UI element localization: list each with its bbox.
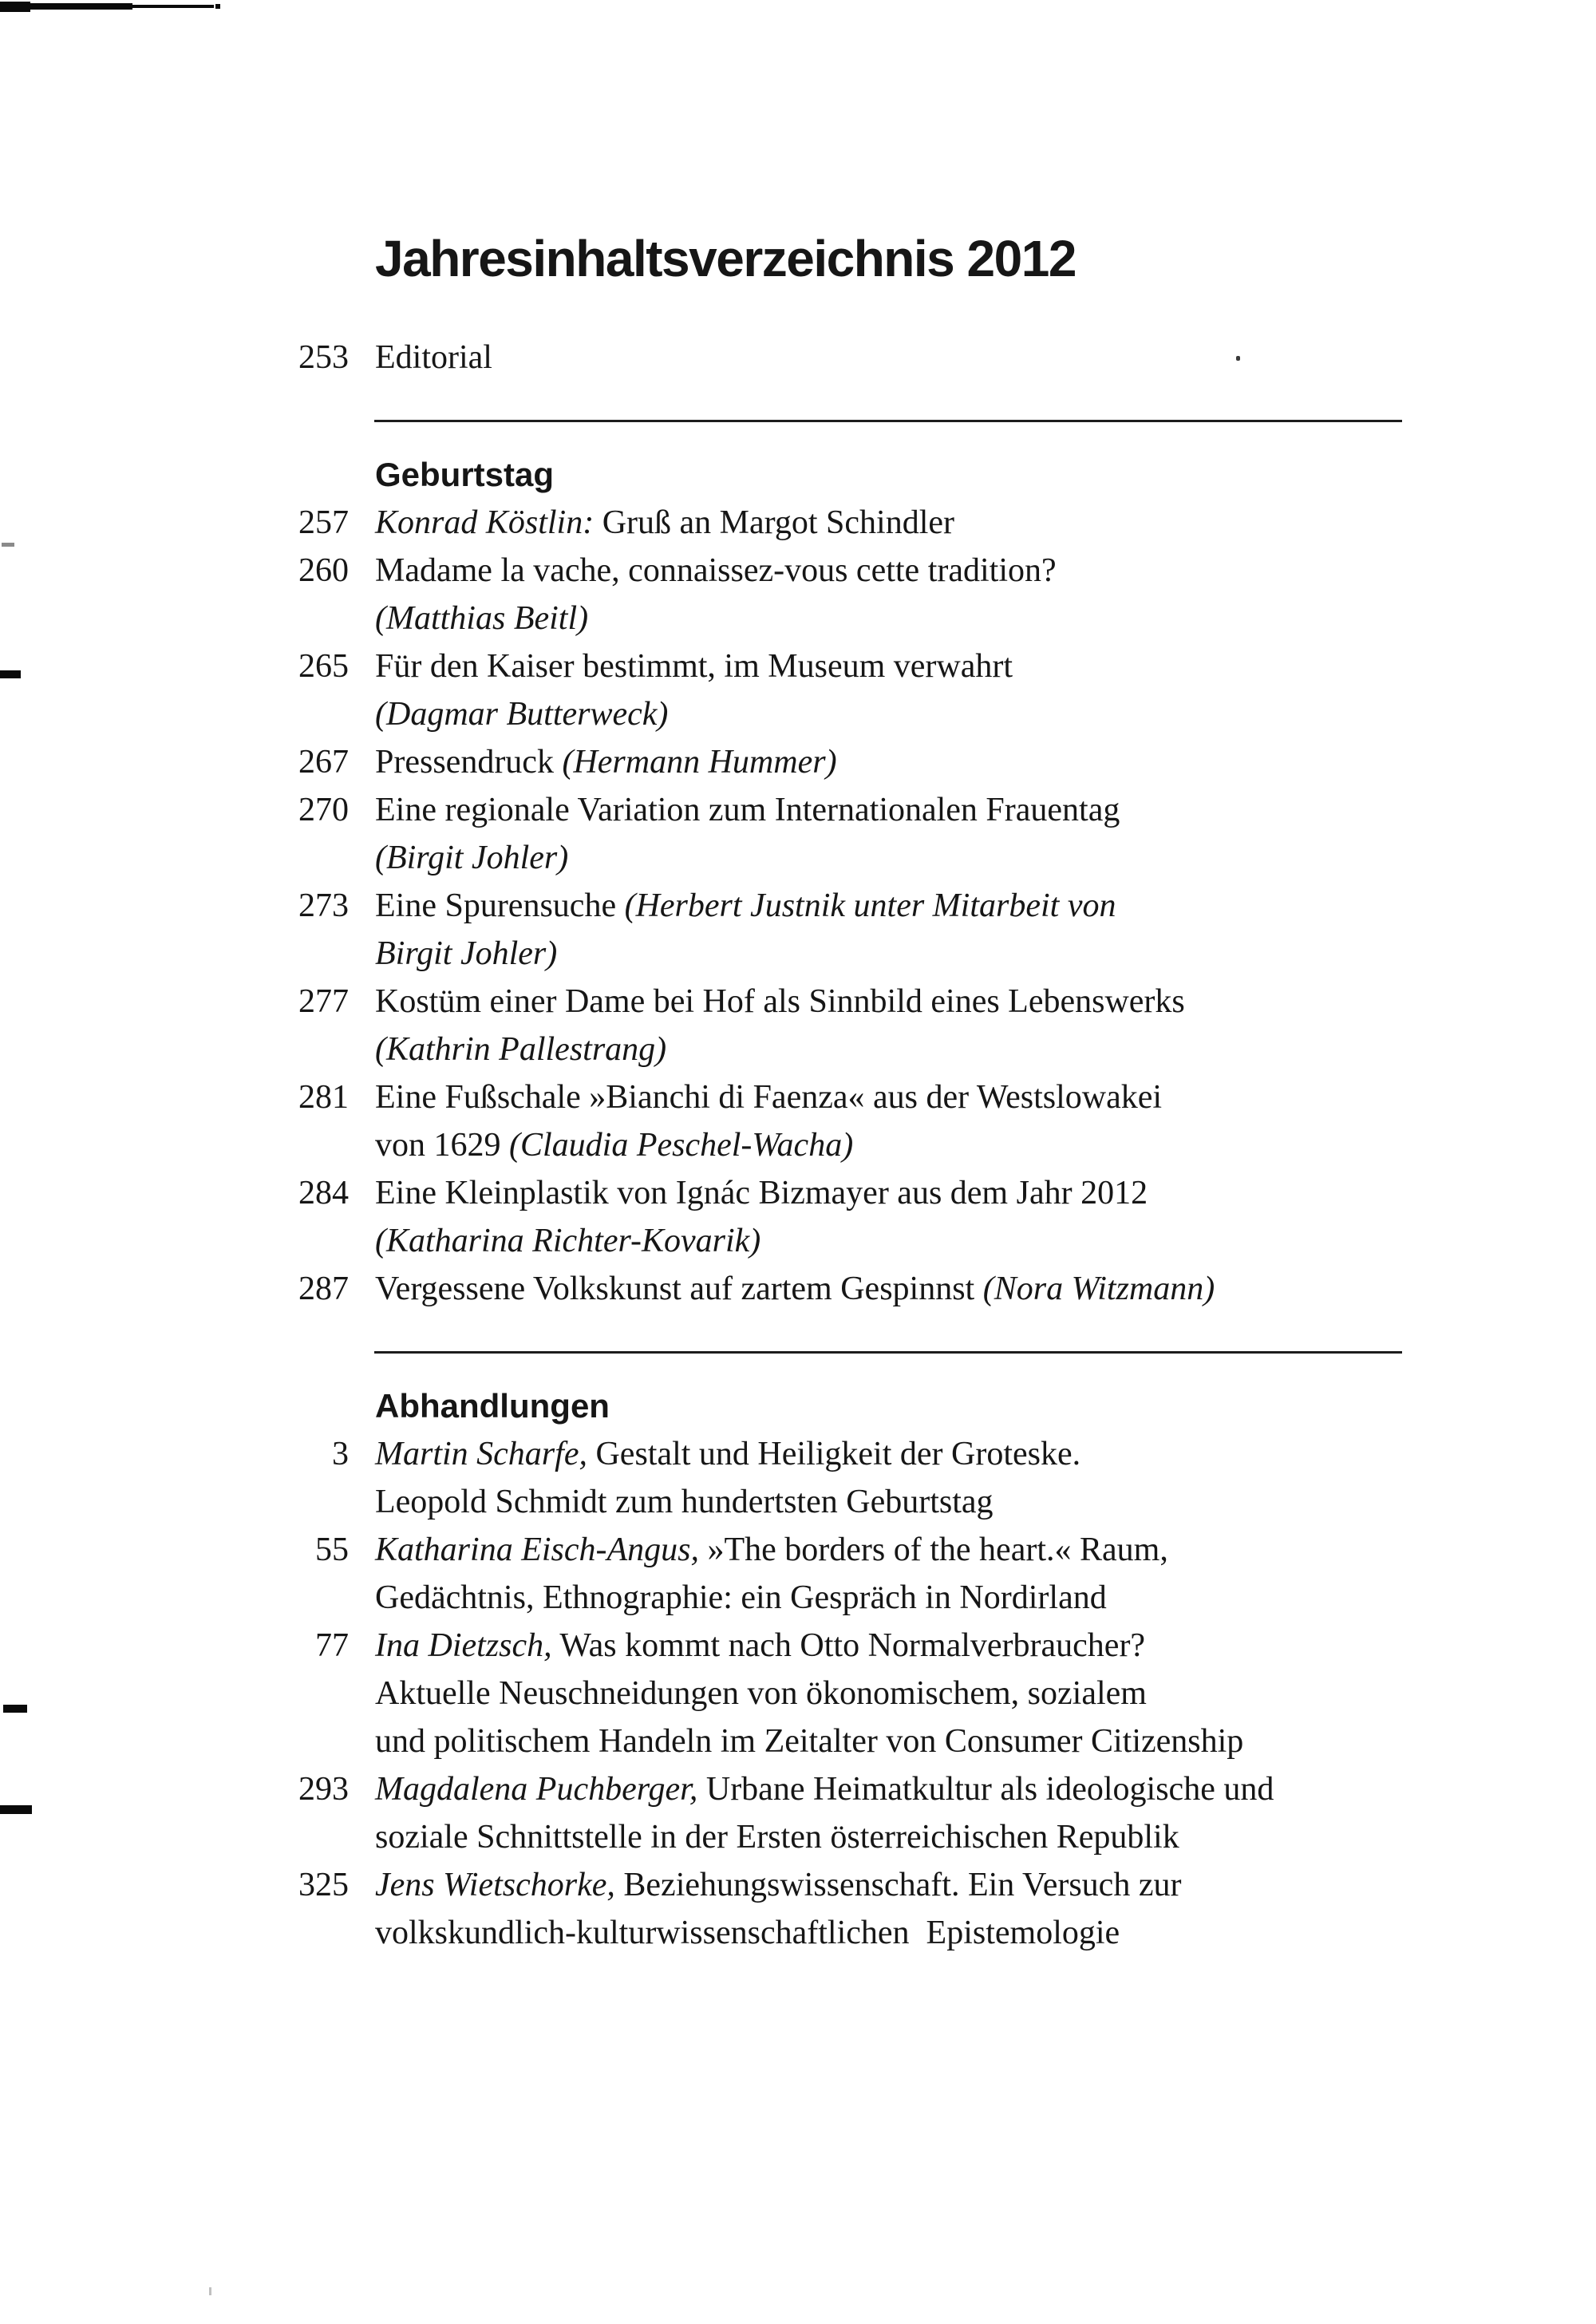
toc-entry <box>237 547 1596 642</box>
page-title: Jahresinhaltsverzeichnis 2012 <box>375 230 1076 287</box>
section-heading: Geburtstag <box>375 456 555 493</box>
scan-artifact-top-bar-thin <box>131 5 214 8</box>
entry-text-italic: Ina Dietzsch, <box>375 1627 552 1664</box>
entry-text: Urbane Heimatkultur als ideologische und <box>697 1771 1274 1808</box>
entry-line <box>375 1717 1243 1765</box>
entry-text: Pressendruck <box>375 744 563 781</box>
entry-text: Leopold Schmidt zum hundertsten Geburtstag <box>375 1484 994 1520</box>
scan-artifact-left-dash-2 <box>0 670 21 678</box>
entry-page-number: 277 <box>298 983 349 1020</box>
toc-entry <box>237 499 1596 547</box>
entry-page-number: 260 <box>298 552 349 589</box>
scan-artifact-left-dash-1 <box>2 543 14 547</box>
entry-line <box>375 547 1057 595</box>
entry-text: Eine Spurensuche <box>375 887 625 924</box>
entry-line <box>375 882 1116 930</box>
entry-lines <box>375 786 1120 882</box>
entry-text-italic: Martin Scharfe, <box>375 1436 587 1472</box>
entry-line <box>375 834 1120 882</box>
entry-line <box>375 1121 1162 1169</box>
entry-lines <box>375 1622 1243 1765</box>
entry-page-number: 281 <box>298 1079 349 1116</box>
toc-entry <box>237 738 1596 786</box>
entry-line <box>375 499 954 547</box>
entry-page-number: 77 <box>315 1627 349 1664</box>
entry-text-italic: Jens Wietschorke, <box>375 1867 615 1903</box>
entry-text-italic: Konrad Köstlin: <box>375 504 595 541</box>
scan-artifact-speck-title <box>1236 356 1240 361</box>
entry-lines <box>375 1073 1162 1169</box>
scan-artifact-left-dash-3 <box>3 1705 27 1713</box>
toc-entry <box>237 1430 1596 1526</box>
toc-entry <box>237 1765 1596 1861</box>
entry-line <box>375 738 837 786</box>
entry-line <box>375 1670 1243 1717</box>
entry-line <box>375 1909 1181 1957</box>
entry-text-italic: (Matthias Beitl) <box>375 600 589 637</box>
toc <box>0 334 1596 1957</box>
entry-lines <box>375 1265 1215 1313</box>
entry-lines <box>375 642 1013 738</box>
toc-entry <box>237 786 1596 882</box>
entry-line <box>375 1813 1274 1861</box>
entry-text: Kostüm einer Dame bei Hof als Sinnbild eines Lebenswerks <box>375 983 1185 1020</box>
section-heading: Abhandlungen <box>375 1387 610 1425</box>
entry-text: volkskundlich-kulturwissenschaftlichen Epistemologie <box>375 1915 1120 1951</box>
toc-entry <box>237 1265 1596 1313</box>
scan-artifact-top-dot <box>215 4 220 9</box>
entry-text: Beziehungswissenschaft. Ein Versuch zur <box>614 1867 1182 1903</box>
entry-page-number: 270 <box>298 792 349 828</box>
entry-line <box>375 1169 1148 1217</box>
scan-artifact-left-dash-4 <box>0 1805 32 1814</box>
toc-entry <box>237 1073 1596 1169</box>
entry-text: Gruß an Margot Schindler <box>594 504 955 541</box>
entry-page-number: 325 <box>298 1867 349 1903</box>
entry-lines <box>375 499 954 547</box>
entry-lines <box>375 882 1116 978</box>
entry-text: Madame la vache, connaissez-vous cette tradition? <box>375 552 1057 589</box>
scan-artifact-speck-bottom <box>209 2287 211 2295</box>
toc-entry <box>237 1861 1596 1957</box>
entry-text-italic: (Claudia Peschel-Wacha) <box>509 1127 854 1164</box>
entry-page-number: 284 <box>298 1175 349 1211</box>
entry-page-number: 273 <box>298 887 349 924</box>
entry-text-italic: (Katharina Richter-Kovarik) <box>375 1223 761 1259</box>
separator-rule <box>374 420 1402 422</box>
entry-lines <box>375 1526 1168 1622</box>
toc-entry <box>237 1169 1596 1265</box>
entry-line <box>375 1861 1181 1909</box>
entry-text: Eine regionale Variation zum Internationalen Frauentag <box>375 792 1120 828</box>
entry-line <box>375 1478 1080 1526</box>
entry-line <box>375 1622 1243 1670</box>
entry-line <box>375 690 1013 738</box>
entry-page-number: 287 <box>298 1271 349 1307</box>
entry-page-number: 3 <box>332 1436 349 1472</box>
entry-lines <box>375 334 492 381</box>
entry-page-number: 265 <box>298 648 349 685</box>
toc-entry <box>237 978 1596 1073</box>
entry-line <box>375 1574 1168 1622</box>
entry-lines <box>375 738 837 786</box>
entry-page-number: 253 <box>298 339 349 376</box>
entry-line <box>375 1217 1148 1265</box>
entry-line <box>375 1073 1162 1121</box>
toc-entry <box>237 882 1596 978</box>
entry-lines <box>375 1765 1274 1861</box>
entry-page-number: 267 <box>298 744 349 781</box>
entry-line <box>375 786 1120 834</box>
entry-line <box>375 930 1116 978</box>
entry-text: Für den Kaiser bestimmt, im Museum verwahrt <box>375 648 1013 685</box>
entry-text-italic: (Birgit Johler) <box>375 840 569 876</box>
entry-page-number: 293 <box>298 1771 349 1808</box>
entry-text: von 1629 <box>375 1127 509 1164</box>
entry-text-italic: (Nora Witzmann) <box>982 1271 1215 1307</box>
toc-entry <box>237 642 1596 738</box>
entry-text: soziale Schnittstelle in der Ersten österreichischen Republik <box>375 1819 1179 1856</box>
entry-line <box>375 1430 1080 1478</box>
toc-entry <box>237 1526 1596 1622</box>
entry-lines <box>375 1430 1080 1526</box>
entry-line <box>375 1765 1274 1813</box>
entry-line <box>375 334 492 381</box>
entry-line <box>375 1026 1185 1073</box>
toc-entry <box>237 334 1596 381</box>
entry-line <box>375 642 1013 690</box>
entry-page-number: 257 <box>298 504 349 541</box>
entry-lines <box>375 1169 1148 1265</box>
entry-line <box>375 1265 1215 1313</box>
entry-text: Aktuelle Neuschneidungen von ökonomischem, sozialem <box>375 1675 1147 1712</box>
entry-text: Was kommt nach Otto Normalverbraucher? <box>551 1627 1146 1664</box>
entry-text-italic: (Dagmar Butterweck) <box>375 696 669 733</box>
scan-artifact-top-bar-medium <box>29 3 132 10</box>
separator-rule <box>374 1351 1402 1354</box>
entry-line <box>375 595 1057 642</box>
entry-line <box>375 1526 1168 1574</box>
entry-text-italic: Birgit Johler) <box>375 935 558 972</box>
entry-text: Eine Kleinplastik von Ignác Bizmayer aus dem Jahr 2012 <box>375 1175 1148 1211</box>
entry-text: Editorial <box>375 339 492 376</box>
entry-lines <box>375 1861 1181 1957</box>
entry-lines <box>375 547 1057 642</box>
entry-text-italic: Magdalena Puchberger, <box>375 1771 698 1808</box>
entry-lines <box>375 978 1185 1073</box>
entry-text: und politischem Handeln im Zeitalter von Consumer Citizenship <box>375 1723 1244 1760</box>
entry-text: »The borders of the heart.« Raum, <box>699 1532 1168 1568</box>
entry-line <box>375 978 1185 1026</box>
entry-text: Eine Fußschale »Bianchi di Faenza« aus der Westslowakei <box>375 1079 1163 1116</box>
scan-artifact-top-bar-thick <box>0 2 30 12</box>
entry-text: Gestalt und Heiligkeit der Groteske. <box>587 1436 1081 1472</box>
entry-text: Gedächtnis, Ethnographie: ein Gespräch in Nordirland <box>375 1579 1107 1616</box>
entry-page-number: 55 <box>315 1532 349 1568</box>
entry-text-italic: (Hermann Hummer) <box>562 744 837 781</box>
entry-text-italic: Katharina Eisch-Angus, <box>375 1532 699 1568</box>
entry-text: Vergessene Volkskunst auf zartem Gespinnst <box>375 1271 983 1307</box>
entry-text-italic: (Kathrin Pallestrang) <box>375 1031 667 1068</box>
entry-text-italic: (Herbert Justnik unter Mitarbeit von <box>624 887 1116 924</box>
toc-entry <box>237 1622 1596 1765</box>
